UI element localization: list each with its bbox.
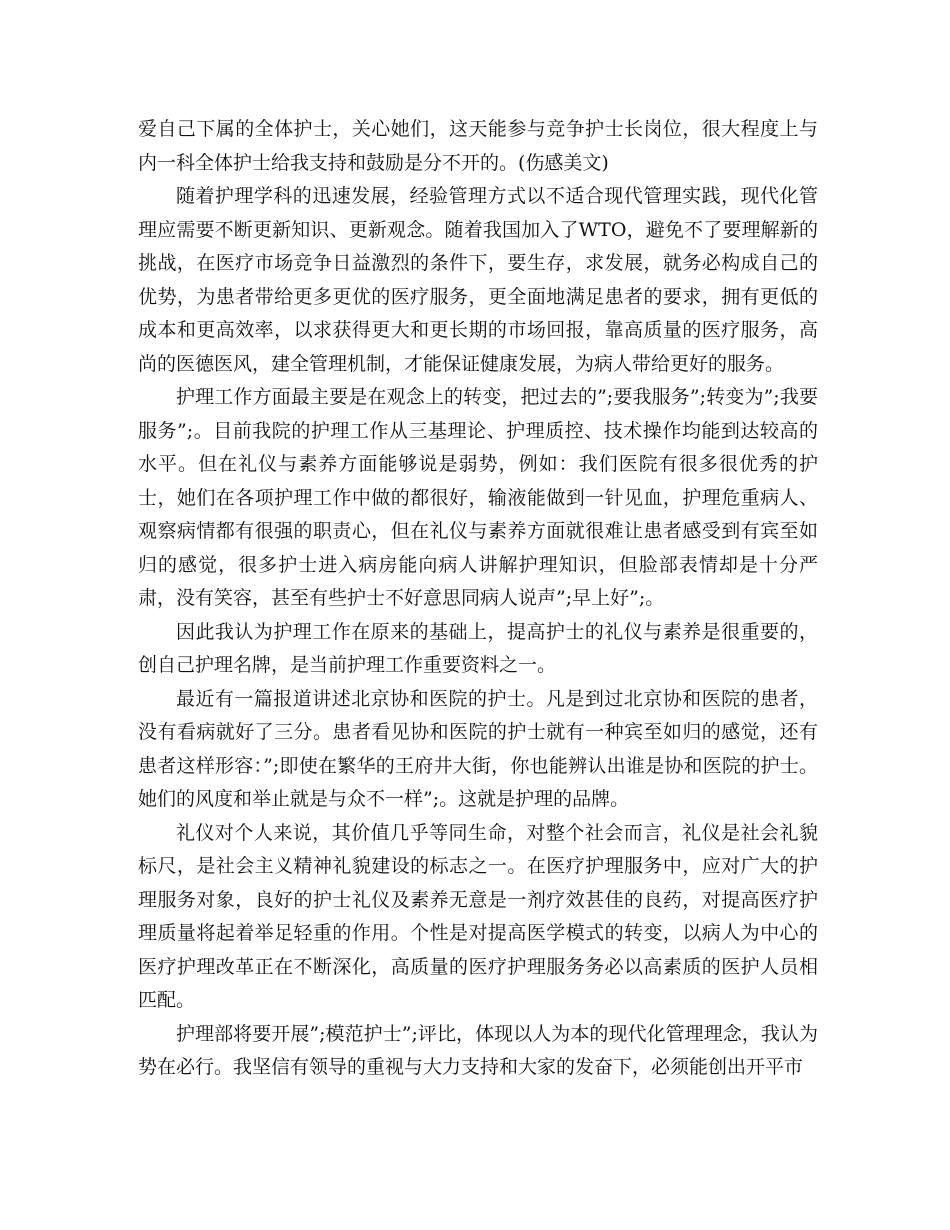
paragraph-1: 爱自己下属的全体护士，关心她们，这天能参与竞争护士长岗位，很大程度上与内一科全体护士给我支持和鼓励是分不开的。(伤感美文) bbox=[138, 118, 818, 174]
paragraph-3: 护理工作方面最主要是在观念上的转变，把过去的”;要我服务”;转变为”;我要服务”;。目前我院的护理工作从三基理论、护理质控、技术操作均能到达较高的水平。但在礼仪与素养方面能够说是弱势，例如：我们医院有很多很优秀的护士，她们在各项护理工作中做的都很好，输液能做到一针见血，护理危重病人、观察病情都有很强的职责心，但在礼仪与素养方面就很难让患者感受到有宾至如归的感觉，很多护士进入病房能向病人讲解护理知识，但脸部表情却是十分严肃，没有笑容，甚至有些护士不好意思同病人说声”;早上好”;。 bbox=[138, 386, 818, 609]
paragraph-2: 随着护理学科的迅速发展，经验管理方式以不适合现代管理实践，现代化管理应需要不断更新知识、更新观念。随着我国加入了WTO，避免不了要理解新的挑战，在医疗市场竞争日益激烈的条件下，要生存，求发展，就务必构成自己的优势，为患者带给更多更优的医疗服务，更全面地满足患者的要求，拥有更低的成本和更高效率，以求获得更大和更长期的市场回报，靠高质量的医疗服务，高尚的医德医风，建全管理机制，才能保证健康发展，为病人带给更好的服务。 bbox=[138, 185, 818, 375]
document-body bbox=[138, 113, 818, 1085]
paragraph-7: 护理部将要开展”;模范护士”;评比，体现以人为本的现代化管理理念，我认为势在必行。我坚信有领导的重视与大力支持和大家的发奋下，必须能创出开平市 bbox=[138, 1022, 818, 1078]
paragraph-5: 最近有一篇报道讲述北京协和医院的护士。凡是到过北京协和医院的患者，没有看病就好了三分。患者看见协和医院的护士就有一种宾至如归的感觉，还有患者这样形容：”;即使在繁华的王府井大街，你也能辨认出谁是协和医院的护士。她们的风度和举止就是与众不一样”;。这就是护理的品牌。 bbox=[138, 687, 818, 810]
paragraph-4: 因此我认为护理工作在原来的基础上，提高护士的礼仪与素养是很重要的，创自己护理名牌，是当前护理工作重要资料之一。 bbox=[138, 620, 818, 676]
paragraph-6: 礼仪对个人来说，其价值几乎等同生命，对整个社会而言，礼仪是社会礼貌标尺，是社会主义精神礼貌建设的标志之一。在医疗护理服务中，应对广大的护理服务对象，良好的护士礼仪及素养无意是一剂疗效甚佳的良药，对提高医疗护理质量将起着举足轻重的作用。个性是对提高医学模式的转变，以病人为中心的医疗护理改革正在不断深化，高质量的医疗护理服务务必以高素质的医护人员相匹配。 bbox=[138, 821, 818, 1011]
